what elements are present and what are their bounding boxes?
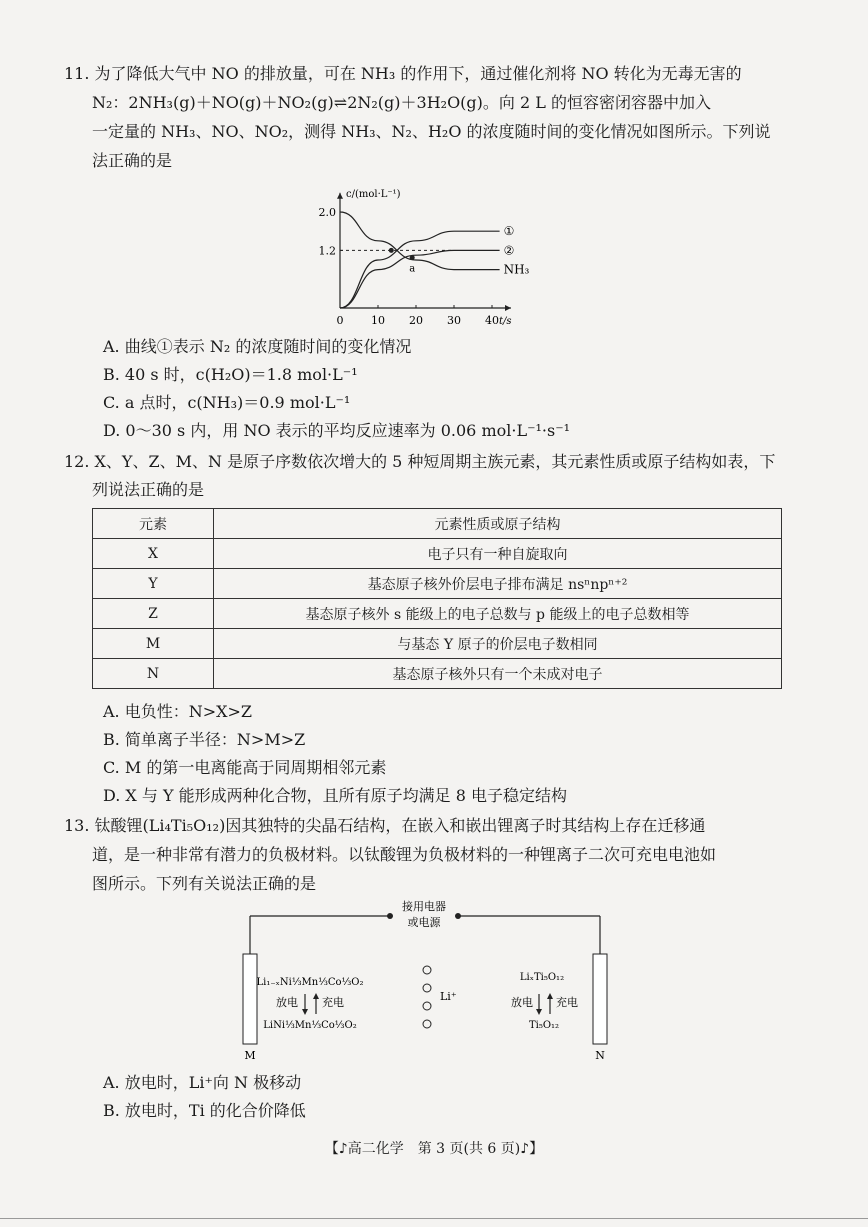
ion-circle xyxy=(423,1020,431,1028)
electrode-m-label: M xyxy=(244,1049,256,1062)
electrode-n-label: N xyxy=(595,1049,605,1062)
q11-option-a: A. 曲线①表示 N₂ 的浓度随时间的变化情况 xyxy=(103,337,412,356)
x-tick-label: 40 xyxy=(485,314,499,327)
table-cell-property: 与基态 Y 原子的价层电子数相同 xyxy=(214,629,782,659)
left-charge-label: 充电 xyxy=(322,996,344,1009)
page-edge-line xyxy=(0,1218,868,1219)
x-axis-arrowhead xyxy=(505,305,511,311)
q13-stem-line3: 图所示。下列有关说法正确的是 xyxy=(92,874,317,893)
table-cell-property: 基态原子核外 s 能级上的电子总数与 p 能级上的电子总数相等 xyxy=(214,599,782,629)
q11-option-c: C. a 点时，c(NH₃)＝0.9 mol·L⁻¹ xyxy=(103,393,351,412)
x-tick-label: 30 xyxy=(447,314,461,327)
marked-point-label: a xyxy=(409,263,416,275)
table-cell-element: X xyxy=(93,539,214,569)
table-cell-element: M xyxy=(93,629,214,659)
table-cell-element: Y xyxy=(93,569,214,599)
ion-circle xyxy=(423,1002,431,1010)
table-header-row xyxy=(93,509,782,539)
right-discharge-label: 放电 xyxy=(511,996,533,1009)
left-discharge-arrowhead xyxy=(302,1009,308,1015)
q12-stem-line2: 列说法正确的是 xyxy=(92,480,205,499)
y-axis-label: c/(mol·L⁻¹) xyxy=(346,188,401,200)
marked-point xyxy=(389,248,394,253)
device-label-line1: 接用电器 xyxy=(402,900,446,913)
battery-diagram xyxy=(230,896,630,1064)
x-tick-label: 0 xyxy=(336,314,344,327)
right-charge-arrowhead xyxy=(547,993,553,999)
left-charge-arrowhead xyxy=(313,993,319,999)
table-row xyxy=(93,599,782,629)
q11-stem-line2: N₂：2NH₃(g)＋NO(g)＋NO₂(g)⇌2N₂(g)＋3H₂O(g)。向 2 L 的恒容密闭容器中加入 xyxy=(92,93,711,112)
q11-stem-line4: 法正确的是 xyxy=(92,151,173,170)
x-tick-label: 10 xyxy=(371,314,385,327)
y-axis-arrowhead xyxy=(337,193,343,199)
left-bottom-formula: LiNi⅓Mn⅓Co⅓O₂ xyxy=(263,1020,357,1031)
electrode-m xyxy=(243,954,257,1044)
q11-stem-line1: 11. 为了降低大气中 NO 的排放量，可在 NH₃ 的作用下，通过催化剂将 NO 转化为无毒无害的 xyxy=(64,64,742,83)
terminal-left xyxy=(387,913,393,919)
series-label: ① xyxy=(503,224,515,239)
left-discharge-label: 放电 xyxy=(276,996,298,1009)
element-property-table xyxy=(92,508,782,689)
terminal-right xyxy=(455,913,461,919)
table-cell-property: 基态原子核外只有一个未成对电子 xyxy=(214,659,782,689)
ion-label: Li⁺ xyxy=(440,990,457,1003)
y-tick-label: 2.0 xyxy=(318,206,336,219)
table-cell-property: 电子只有一种自旋取向 xyxy=(214,539,782,569)
ion-circle xyxy=(423,984,431,992)
marked-point xyxy=(410,255,415,260)
concentration-time-chart xyxy=(300,172,540,334)
q13-option-a: A. 放电时，Li⁺向 N 极移动 xyxy=(103,1073,302,1092)
table-cell-element: N xyxy=(93,659,214,689)
device-label-line2: 或电源 xyxy=(407,916,441,929)
q12-option-d: D. X 与 Y 能形成两种化合物，且所有原子均满足 8 电子稳定结构 xyxy=(103,786,567,805)
electrode-n xyxy=(593,954,607,1044)
table-header-element: 元素 xyxy=(93,509,214,539)
q12-option-b: B. 简单离子半径：N>M>Z xyxy=(103,730,306,749)
table-row xyxy=(93,539,782,569)
table-cell-element: Z xyxy=(93,599,214,629)
q13-stem-line2: 道，是一种非常有潜力的负极材料。以钛酸锂为负极材料的一种锂离子二次可充电电池如 xyxy=(92,845,717,864)
right-discharge-arrowhead xyxy=(536,1009,542,1015)
ion-circle xyxy=(423,966,431,974)
q13-option-b: B. 放电时，Ti 的化合价降低 xyxy=(103,1101,306,1120)
left-top-formula: Li₁₋ₓNi⅓Mn⅓Co⅓O₂ xyxy=(256,977,364,988)
q11-option-d: D. 0～30 s 内，用 NO 表示的平均反应速率为 0.06 mol·L⁻¹·s⁻¹ xyxy=(103,421,571,440)
right-top-formula: LiₓTi₅O₁₂ xyxy=(519,972,565,983)
q13-stem-line1: 13. 钛酸锂(Li₄Ti₅O₁₂)因其独特的尖晶石结构，在嵌入和嵌出锂离子时其结构上存在迁移通 xyxy=(64,816,706,835)
table-row xyxy=(93,659,782,689)
right-bottom-formula: Ti₅O₁₂ xyxy=(528,1020,560,1031)
q11-stem-line3: 一定量的 NH₃、NO、NO₂，测得 NH₃、N₂、H₂O 的浓度随时间的变化情况如图所示。下列说 xyxy=(92,122,771,141)
q12-option-a: A. 电负性：N>X>Z xyxy=(103,702,253,721)
table-header-property: 元素性质或原子结构 xyxy=(214,509,782,539)
table-row xyxy=(93,569,782,599)
series-label: ② xyxy=(503,243,515,258)
x-tick-label: 20 xyxy=(409,314,423,327)
page-footer: 【♪高二化学 第 3 页(共 6 页)♪】 xyxy=(324,1141,544,1157)
right-charge-label: 充电 xyxy=(556,996,578,1009)
y-tick-label: 1.2 xyxy=(318,244,336,258)
series-line xyxy=(340,250,500,308)
q12-option-c: C. M 的第一电离能高于同周期相邻元素 xyxy=(103,758,387,777)
q11-option-b: B. 40 s 时，c(H₂O)＝1.8 mol·L⁻¹ xyxy=(103,365,358,384)
table-cell-property: 基态原子核外价层电子排布满足 nsⁿnpⁿ⁺² xyxy=(214,569,782,599)
q12-stem-line1: 12. X、Y、Z、M、N 是原子序数依次增大的 5 种短周期主族元素，其元素性质或原子结构如表，下 xyxy=(64,452,776,471)
series-label: NH₃ xyxy=(503,262,530,277)
x-axis-label: t/s xyxy=(499,316,512,327)
table-row xyxy=(93,629,782,659)
